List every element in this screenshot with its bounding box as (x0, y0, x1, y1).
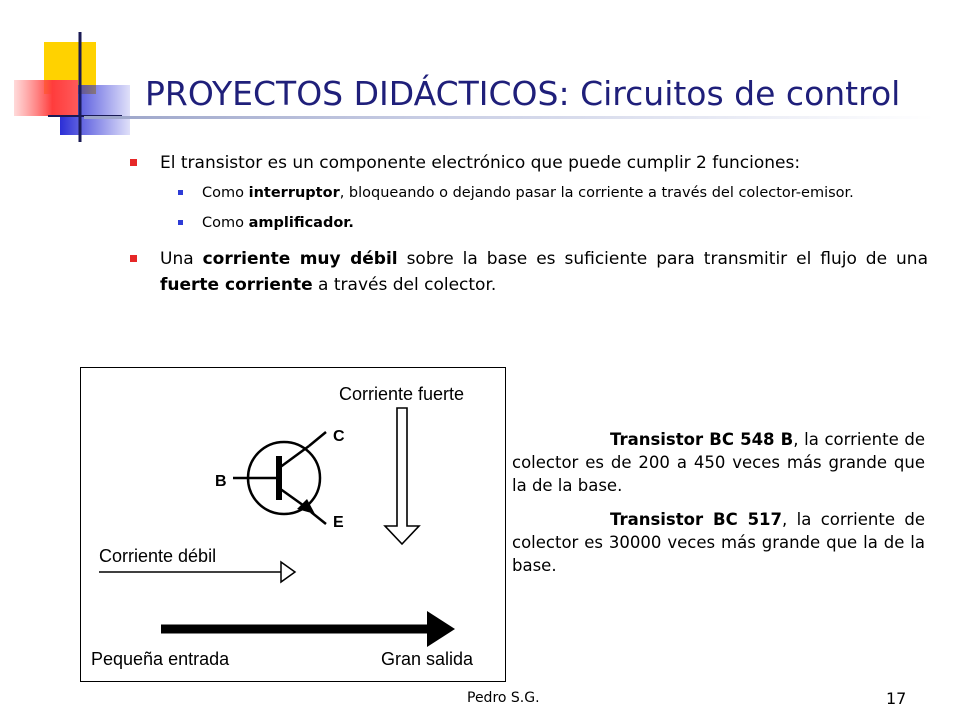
subbullet-interruptor (176, 180, 928, 206)
subbullet-marker (178, 190, 183, 195)
label-corriente-fuerte: Corriente fuerte (339, 384, 465, 404)
subbullet-text-pre: Como (202, 215, 249, 231)
bullet-transistor-functions (128, 150, 928, 176)
desc-bc548b (512, 428, 925, 497)
subbullet-text-pre: Como (202, 185, 249, 201)
bullet-text-mid: sobre la base es suficiente para transmitir el flujo de una (397, 249, 928, 269)
label-c: C (333, 428, 345, 445)
transistor-descriptions (512, 428, 925, 588)
bullet-text-post: a través del colector. (312, 275, 497, 295)
bullet-text: El transistor es un componente electrónico que puede cumplir 2 funciones: (160, 153, 801, 173)
strong-current-arrow (385, 408, 419, 544)
weak-current-arrowhead (281, 562, 295, 582)
bullet-list (128, 150, 928, 298)
bullet-text-pre: Una (160, 249, 203, 269)
subbullet-amplificador (176, 210, 928, 236)
label-e: E (333, 514, 344, 531)
title-underline (84, 116, 934, 119)
label-gran-salida: Gran salida (381, 649, 474, 669)
slide-title: PROYECTOS DIDÁCTICOS: Circuitos de control (145, 74, 901, 113)
bullet-text-bold: corriente muy débil (202, 249, 398, 269)
slide-logo (0, 0, 140, 150)
bullet-marker (130, 159, 137, 166)
subbullet-text-bold: interruptor (248, 185, 340, 201)
label-b: B (215, 473, 227, 490)
desc-bold: Transistor BC 517 (610, 510, 783, 529)
desc-bold: Transistor BC 548 B (610, 430, 794, 449)
desc-text: , la corriente de colector es de 200 a 450 veces más grande que la de la base. (512, 430, 925, 495)
label-corriente-debil: Corriente débil (99, 546, 217, 566)
collector-lead (279, 446, 309, 468)
bullet-weak-current (128, 246, 928, 298)
subbullet-text-bold: amplificador. (248, 215, 354, 231)
output-arrowhead (427, 611, 455, 647)
label-pequena-entrada: Pequeña entrada (91, 649, 230, 669)
bullet-marker (130, 255, 137, 262)
footer-author: Pedro S.G. (467, 690, 540, 706)
bullet-text-bold: fuerte corriente (160, 275, 313, 295)
desc-text: , la corriente de colector es 30000 veces más grande que la de la base. (512, 510, 925, 575)
page-number: 17 (886, 689, 907, 708)
subbullet-text-post: , bloqueando o dejando pasar la corriente a través del colector-emisor. (339, 185, 854, 201)
transistor-diagram (80, 367, 506, 682)
subbullet-marker (178, 220, 183, 225)
emitter-wire (311, 512, 326, 524)
collector-wire (309, 432, 326, 446)
desc-bc517 (512, 508, 925, 577)
